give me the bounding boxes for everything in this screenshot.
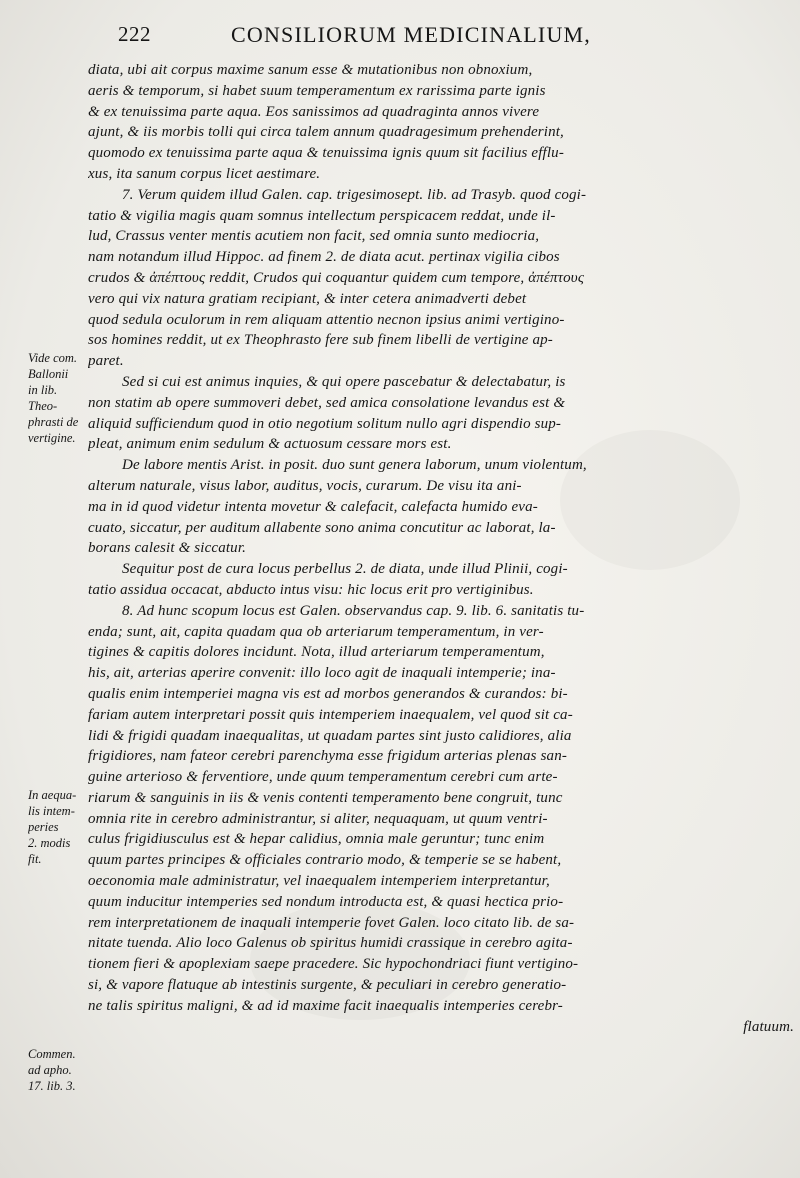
text-line: vero qui vix natura gratiam recipiant, & inter cetera animadverti debet xyxy=(88,290,527,307)
text-line: alterum naturale, visus labor, auditus, vocis, curarum. De visu ita ani- xyxy=(88,477,522,494)
text-line: si, & vapore flatuque ab intestinis surgente, & peculiari in cerebro generatio- xyxy=(88,977,567,994)
margin-note-line: 2. modis xyxy=(28,836,71,850)
text-line: ajunt, & iis morbis tolli qui circa talem annum quadragesimum prehenderint, xyxy=(88,124,564,141)
text-line: & ex tenuissima parte aqua. Eos sanissimos ad quadraginta annos vivere xyxy=(88,103,540,120)
text-line: tionem fieri & apoplexiam saepe pracedere. Sic hypochondriaci fiunt vertigino- xyxy=(88,956,579,973)
text-line: diata, ubi ait corpus maxime sanum esse & mutationibus non obnoxium, xyxy=(88,62,533,78)
text-line: omnia rite in cerebro administrantur, si aliter, nequaquam, ut quum ventri- xyxy=(88,810,548,827)
text-line: non statim ab opere summoveri debet, sed amica consolatione levandus est & xyxy=(88,394,566,411)
text-line: pleat, animum enim sedulum & actuosum cessare mors est. xyxy=(88,436,452,453)
text-line: nam notandum illud Hippoc. ad finem 2. de diata acut. pertinax vigilia cibos xyxy=(88,249,560,266)
text-line: riarum & sanguinis in iis & venis contenti temperamento bene congruit, tunc xyxy=(88,789,563,806)
text-line: aeris & temporum, si habet suum temperamentum ex rarissima parte ignis xyxy=(88,82,546,99)
text-line: De labore mentis Arist. in posit. duo sunt genera laborum, unum violentum, xyxy=(122,457,587,474)
text-line: culus frigidiusculus est & hepar calidius, omnia male geruntur; tunc enim xyxy=(88,831,545,848)
margin-note-line: 17. lib. 3. xyxy=(28,1079,76,1093)
running-title: CONSILIORUM MEDICINALIUM, xyxy=(231,22,591,47)
text-line: xus, ita sanum corpus licet aestimare. xyxy=(88,165,321,182)
margin-note-ballonius xyxy=(28,350,94,446)
text-line: quum inducitur intemperies sed nondum introducta est, & quasi hectica prio- xyxy=(88,893,564,910)
text-line: 7. Verum quidem illud Galen. cap. trigesimosept. lib. ad Trasyb. quod cogi- xyxy=(122,186,587,203)
text-line: tatio assidua occacat, abducto intus visu: hic locus erit pro vertiginibus. xyxy=(88,581,534,598)
text-line: paret. xyxy=(88,353,124,370)
text-line: frigidiores, nam fateor cerebri parenchyma esse frigidum arterias plenas san- xyxy=(88,748,568,765)
margin-note-line: Theo- xyxy=(28,399,58,413)
text-line: flatuum. xyxy=(743,1018,794,1035)
text-line: enda; sunt, ait, capita quadam qua ob arteriarum temperamentum, in ver- xyxy=(88,623,544,640)
text-line: quomodo ex tenuissima parte aqua & tenuissima ignis quum sit facilius efflu- xyxy=(88,145,564,162)
text-line: guine arterioso & ferventiore, unde quum temperamentum cerebri cum arte- xyxy=(88,769,558,786)
margin-note-line: ad apho. xyxy=(28,1063,72,1077)
text-line: ne talis spiritus maligni, & ad id maxime facit inaequalis intemperies cerebr- xyxy=(88,997,563,1014)
text-line: tigines & capitis dolores incidunt. Nota, illud arteriarum temperamentum, xyxy=(88,644,545,661)
page-number: 222 xyxy=(118,22,151,46)
margin-note-line: Ballonii xyxy=(28,367,69,381)
text-line: oeconomia male administratur, vel inaequalem intemperiem interpretantur, xyxy=(88,873,550,890)
text-line: quod sedula oculorum in rem aliquam attentio necnon ipsius animi vertigino- xyxy=(88,311,565,328)
text-line: borans calesit & siccatur. xyxy=(88,540,247,557)
text-line: aliquid sufficiendum quod in otio negotium solitum nullo agri dispendio sup- xyxy=(88,415,562,432)
text-line: nitate tuenda. Alio loco Galenus ob spiritus humidi crassique in cerebro agita- xyxy=(88,935,573,952)
margin-note-line: In aequa- xyxy=(28,788,77,802)
text-line: lidi & frigidi quadam inaequalitas, ut quadam partes sint justo calidiores, alia xyxy=(88,727,572,744)
text-line: Sequitur post de cura locus perbellus 2. de diata, unde illud Plinii, cogi- xyxy=(122,561,568,578)
margin-note-line: vertigine. xyxy=(28,431,76,445)
text-line: fariam autem interpretari possit quis intemperiem inaequalem, vel quod sit ca- xyxy=(88,706,573,723)
margin-note-intemperies xyxy=(28,787,94,867)
main-text-block xyxy=(88,60,794,1037)
text-line: tatio & vigilia magis quam somnus intellectum perspicacem reddat, unde il- xyxy=(88,207,556,224)
text-line: his, ait, arterias aperire convenit: illo loco agit de inaquali intemperie; ina- xyxy=(88,665,556,682)
margin-note-line: Commen. xyxy=(28,1047,76,1061)
text-line: quum partes principes & officiales contrario modo, & temperie se se habent, xyxy=(88,852,562,869)
margin-note-line: peries xyxy=(28,820,59,834)
margin-note-commentary xyxy=(28,1046,94,1094)
text-line: rem interpretationem de inaquali intemperie fovet Galen. loco citato lib. de sa- xyxy=(88,914,575,931)
margin-note-line: phrasti de xyxy=(28,415,79,429)
margin-note-line: fit. xyxy=(28,852,42,866)
margin-note-line: in lib. xyxy=(28,383,58,397)
text-line: ma in id quod videtur intenta movetur & calefacit, calefacta humido eva- xyxy=(88,498,538,515)
margin-note-line: Vide com. xyxy=(28,351,78,365)
text-line: Sed si cui est animus inquies, & qui opere pascebatur & delectabatur, is xyxy=(122,373,566,390)
text-line: qualis enim intemperiei magna vis est ad morbos generandos & curandos: bi- xyxy=(88,685,568,702)
margin-note-line: lis intem- xyxy=(28,804,75,818)
text-line: lud, Crassus venter mentis acutiem non facit, sed omnia sunto mediocria, xyxy=(88,228,540,245)
text-line: cuato, siccatur, per auditum allabente sono anima concutitur ac laborat, la- xyxy=(88,519,556,536)
text-line: crudos & ἀπέπτους reddit, Crudos qui coquantur quidem cum tempore, ἀπέπτους xyxy=(88,269,585,286)
text-line: sos homines reddit, ut ex Theophrasto fere sub finem libelli de vertigine ap- xyxy=(88,332,553,349)
text-line: 8. Ad hunc scopum locus est Galen. observandus cap. 9. lib. 6. sanitatis tu- xyxy=(122,602,585,619)
